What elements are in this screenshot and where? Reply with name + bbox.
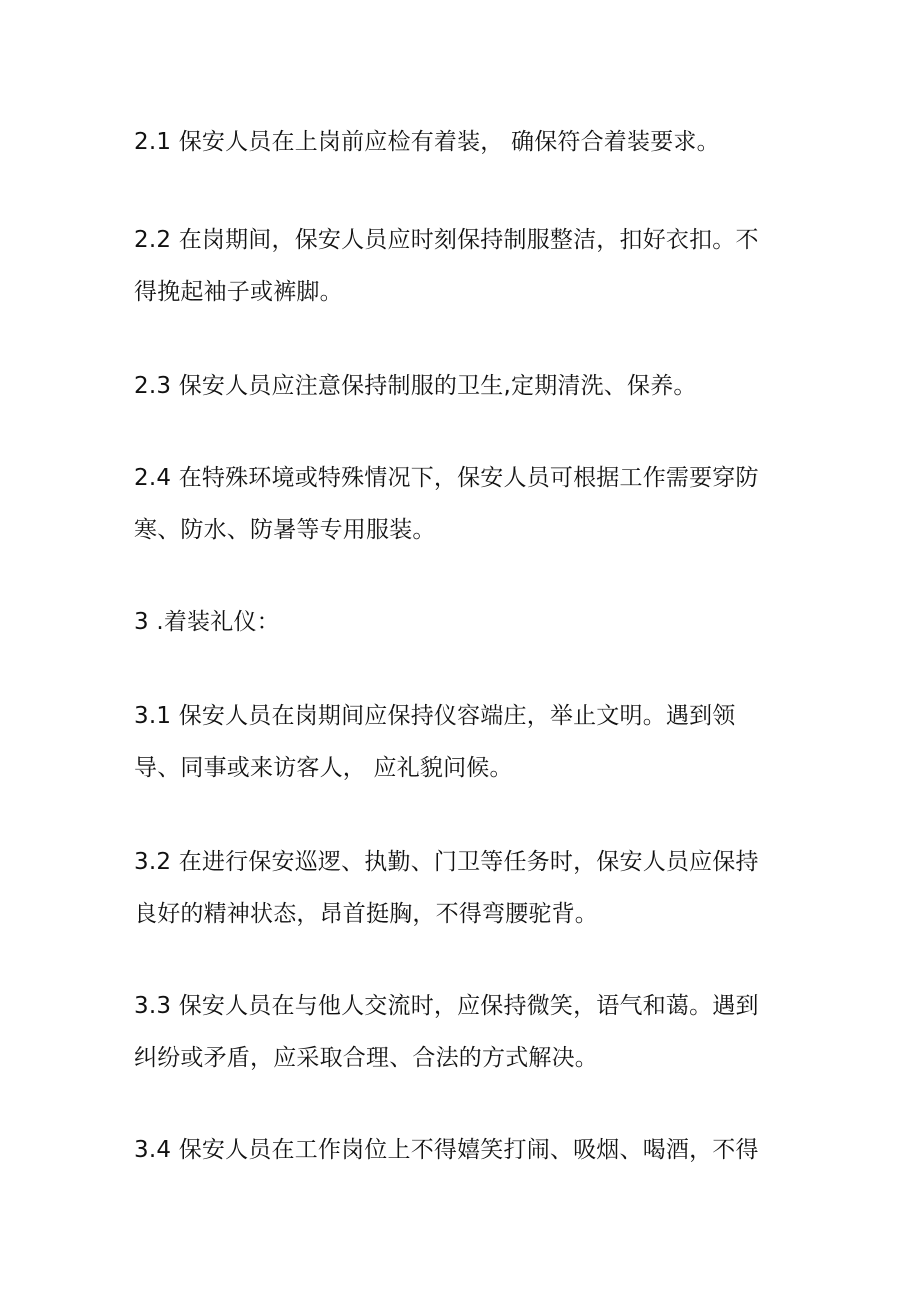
paragraph-line: 3.2 在进行保安巡逻、执勤、门卫等任务时，保安人员应保持 [134, 849, 759, 875]
paragraph-3-3 [134, 980, 784, 1084]
paragraph-line: 寒、防水、防暑等专用服装。 [134, 517, 436, 543]
section-heading-3 [134, 596, 784, 648]
paragraph-3-4 [134, 1124, 784, 1176]
paragraph-line: 得挽起袖子或裤脚。 [134, 279, 343, 305]
paragraph-line: 3.1 保安人员在岗期间应保持仪容端庄，举止文明。遇到领 [134, 703, 736, 729]
paragraph-line: 纠纷或矛盾，应采取合理、合法的方式解决。 [134, 1045, 598, 1071]
section-heading: 3 .着装礼仪： [134, 609, 280, 635]
paragraph-line: 2.1 保安人员在上岗前应检有着装， 确保符合着装要求。 [134, 129, 720, 155]
paragraph-line: 导、同事或来访客人， 应礼貌问候。 [134, 755, 513, 781]
paragraph-line: 3.4 保安人员在工作岗位上不得嬉笑打闹、吸烟、喝酒，不得 [134, 1137, 759, 1163]
paragraph-line: 2.2 在岗期间，保安人员应时刻保持制服整洁，扣好衣扣。不 [134, 227, 759, 253]
paragraph-line: 3.3 保安人员在与他人交流时，应保持微笑，语气和蔼。遇到 [134, 993, 759, 1019]
paragraph-3-1 [134, 690, 784, 794]
paragraph-line: 2.3 保安人员应注意保持制服的卫生,定期清洗、保养。 [134, 373, 697, 399]
paragraph-3-2 [134, 836, 784, 940]
paragraph-line: 2.4 在特殊环境或特殊情况下，保安人员可根据工作需要穿防 [134, 465, 759, 491]
paragraph-2-2 [134, 214, 784, 318]
paragraph-2-4 [134, 452, 784, 556]
paragraph-line: 良好的精神状态，昂首挺胸，不得弯腰驼背。 [134, 901, 598, 927]
paragraph-2-1 [134, 116, 784, 168]
paragraph-2-3 [134, 360, 784, 412]
